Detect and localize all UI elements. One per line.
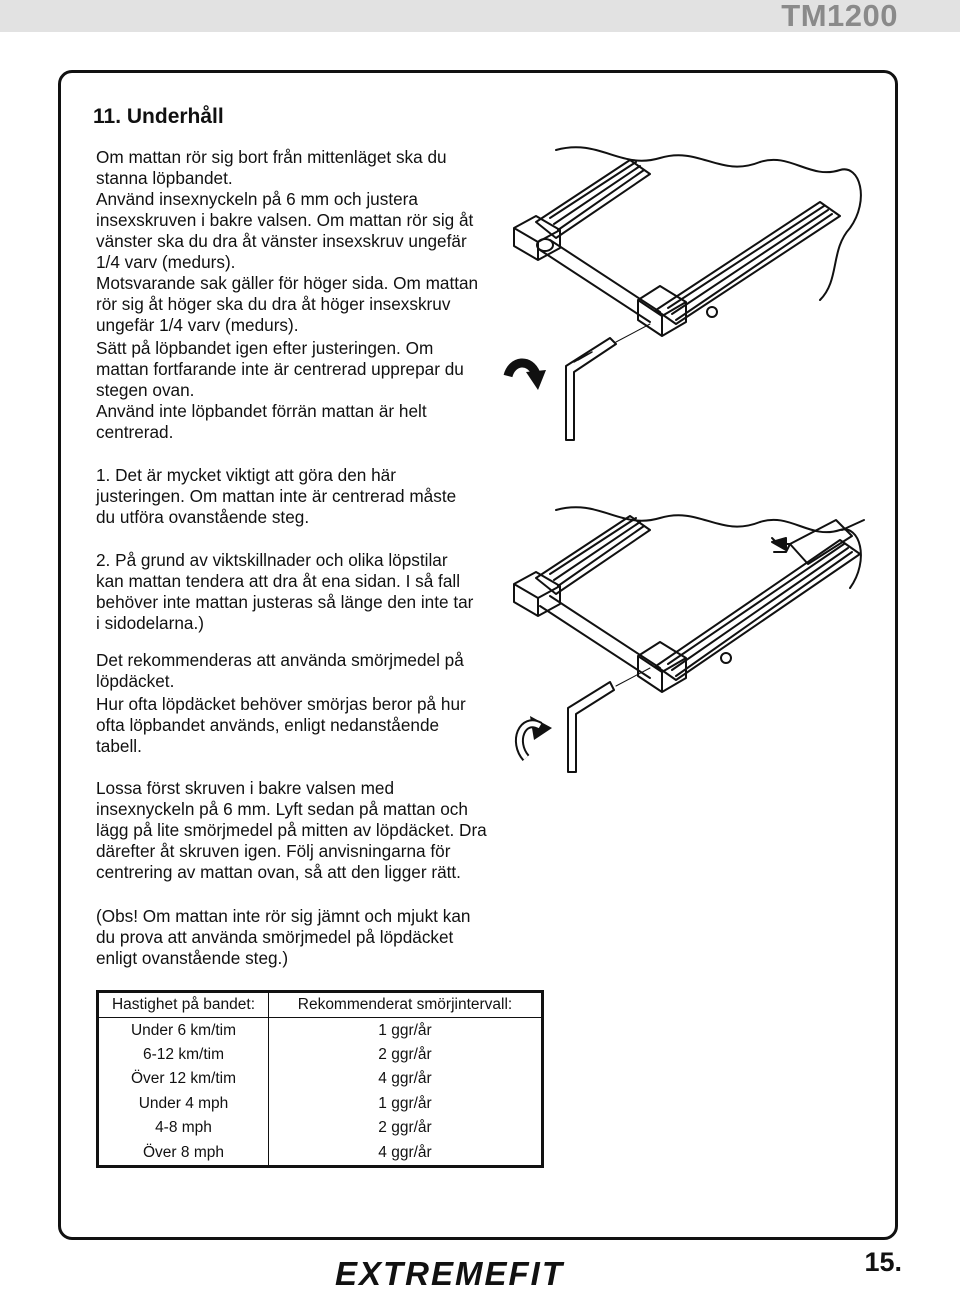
speed-cell: Under 4 mph [98, 1092, 269, 1116]
interval-cell: 4 ggr/år [378, 1070, 432, 1088]
page-number: 15. [864, 1247, 902, 1277]
rear-roller [540, 596, 660, 678]
interval-cell: 1 ggr/år [378, 1021, 432, 1039]
paragraph-adjust-left: Använd insexnyckeln på 6 mm och justera insexskruven i bakre valsen. Om mattan rör sig åt vänster ska du dra åt vänster insexskruv ungefär 1/4 varv (medurs). [96, 189, 474, 272]
speed-cell: Över 8 mph [98, 1140, 269, 1166]
interval-cell: 2 ggr/år [378, 1045, 432, 1063]
hex-key-icon [568, 682, 614, 772]
paragraph-obs: (Obs! Om mattan inte rör sig jämnt och mjukt kan du prova att använda smörjmedel på löpdäcket enligt ovanstående steg.) [96, 906, 471, 968]
paragraph-procedure: Lossa först skruven i bakre valsen med insexnyckeln på 6 mm. Lyft sedan på mattan och lägg på lite smörjmedel på mitten av löpdäcket. Dra därefter åt skruven igen. Följ anvisningarna för centrering av mattan ovan, så att den ligger rätt. [96, 778, 487, 882]
brand-logo: EXTREMEFIT [335, 1255, 565, 1292]
speed-cell: 6-12 km/tim [98, 1043, 269, 1067]
paragraph-note-1: 1. Det är mycket viktigt att göra den här justeringen. Om mattan inte är centrerad måste du utföra ovanstående steg. [96, 465, 457, 527]
paragraph-note-2: 2. På grund av viktskillnader och olika löpstilar kan mattan tendera att dra åt ena sidan. I så fall behöver inte mattan justeras så länge den inte tar i sidodelarna.) [96, 550, 474, 633]
speed-cell: Under 6 km/tim [98, 1018, 269, 1043]
table-row [98, 1043, 543, 1067]
header-interval: Rekommenderat smörjintervall: [269, 992, 543, 1018]
model-name: TM1200 [781, 0, 898, 33]
speed-cell: Över 12 km/tim [98, 1067, 269, 1091]
table-row [98, 1140, 543, 1166]
paragraph-restart: Sätt på löpbandet igen efter justeringen. Om mattan fortfarande inte är centrerad upprepar du stegen ovan. [96, 338, 464, 400]
paragraph-lubricant: Det rekommenderas att använda smörjmedel på löpdäcket. [96, 650, 464, 691]
lubricant-bottle-icon [772, 520, 864, 564]
interval-cell: 1 ggr/år [378, 1094, 432, 1112]
table-header-row [98, 992, 543, 1018]
lubrication-illustration [490, 480, 880, 780]
section-title: 11. Underhåll [93, 105, 224, 128]
paragraph-warning: Använd inte löpbandet förrän mattan är helt centrerad. [96, 401, 427, 442]
table-row [98, 1092, 543, 1116]
lubrication-table [96, 990, 544, 1168]
end-cap-right [638, 286, 686, 336]
paragraph-frequency: Hur ofta löpdäcket behöver smörjas beror på hur ofta löpbandet används, enligt nedanstående tabell. [96, 694, 466, 756]
interval-cell: 4 ggr/år [378, 1143, 432, 1161]
interval-cell: 2 ggr/år [378, 1119, 432, 1137]
table-row [98, 1116, 543, 1140]
paragraph-stop: Om mattan rör sig bort från mittenläget ska du stanna löpbandet. [96, 147, 447, 188]
rear-roller [540, 240, 660, 322]
paragraph-adjust-right: Motsvarande sak gäller för höger sida. Om mattan rör sig åt höger ska du dra åt höger insexskruv ungefär 1/4 varv (medurs). [96, 273, 479, 335]
clockwise-arrow-icon [508, 363, 546, 390]
roller-adjust-illustration [490, 140, 880, 460]
counterclockwise-arrow-icon [519, 716, 552, 758]
belt-outline [556, 147, 861, 300]
table-row [98, 1018, 543, 1043]
speed-cell: 4-8 mph [98, 1116, 269, 1140]
header-speed: Hastighet på bandet: [98, 992, 269, 1018]
table-row [98, 1067, 543, 1091]
